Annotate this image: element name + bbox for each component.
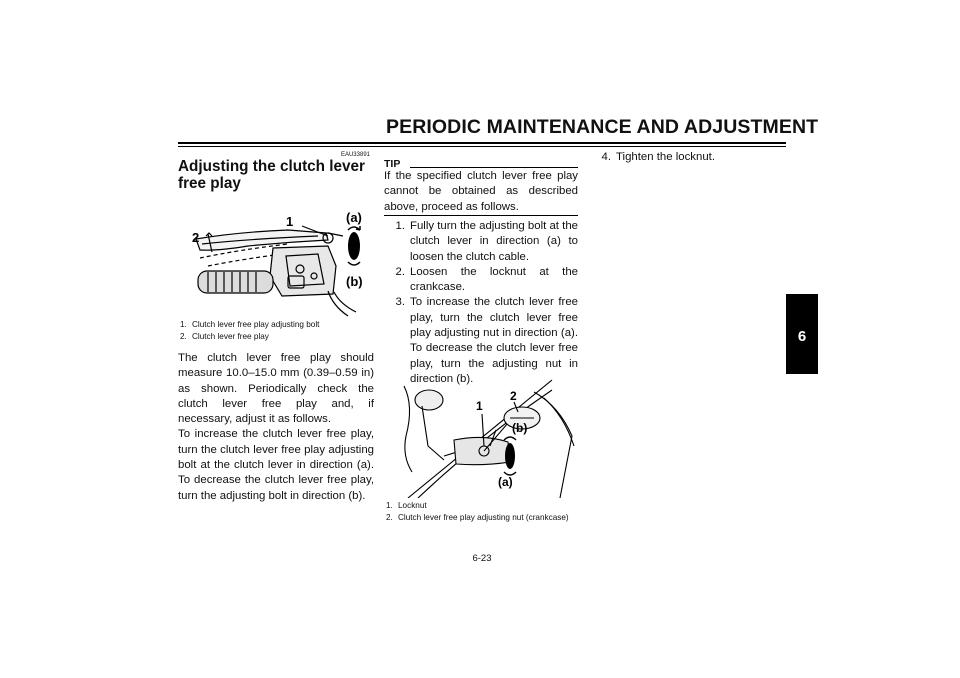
tip-rule bbox=[410, 167, 578, 168]
figure-caption-middle bbox=[386, 500, 578, 523]
page-number: 6-23 bbox=[472, 553, 492, 564]
procedure-steps-continued bbox=[590, 150, 786, 165]
figure-caption-left bbox=[180, 319, 374, 342]
clutch-lever-figure bbox=[178, 206, 374, 318]
header-rule bbox=[178, 142, 786, 144]
figure-label-2: 2 bbox=[510, 389, 517, 403]
step-item: 3. To increase the clutch lever free play, turn the clutch lever free play adjusting nut in direction (a). To decrease the clutch lever free play, turn the adjusting nut in direction (b). bbox=[395, 296, 578, 385]
figure-label-1: 1 bbox=[476, 399, 483, 413]
header-rule-thin bbox=[178, 146, 786, 147]
step-item: 1. Fully turn the adjusting bolt at the clutch lever in direction (a) to loosen the clutch cable. bbox=[395, 220, 578, 263]
crankcase-figure bbox=[384, 376, 580, 498]
figure-label-b: (b) bbox=[346, 274, 363, 289]
page-header-title: PERIODIC MAINTENANCE AND ADJUSTMENT bbox=[386, 116, 819, 138]
step-item: 4. Tighten the locknut. bbox=[601, 151, 715, 163]
caption-item: 1. Locknut bbox=[386, 501, 427, 510]
section-code: EAU33891 bbox=[340, 152, 370, 158]
paragraph: To increase the clutch lever free play, turn the clutch lever free play adjusting bolt at the clutch lever in direction (a). To decrease the clutch lever free play, turn the adjusting bolt in direction (b). bbox=[178, 428, 374, 502]
figure-label-1: 1 bbox=[286, 214, 294, 229]
left-body-text bbox=[178, 351, 374, 504]
figure-label-a: (a) bbox=[498, 475, 513, 489]
section-title: Adjusting the clutch lever free play bbox=[178, 158, 365, 192]
step-item: 2. Loosen the locknut at the crankcase. bbox=[395, 265, 578, 294]
caption-item: 2. Clutch lever free play bbox=[180, 331, 269, 341]
figure-label-2: 2 bbox=[192, 230, 200, 245]
paragraph: The clutch lever free play should measure 10.0–15.0 mm (0.39–0.59 in) as shown. Periodically check the clutch lever free play and, if necessary, adjust it as follows. bbox=[178, 352, 374, 426]
caption-item: 1. Clutch lever free play adjusting bolt bbox=[180, 320, 320, 329]
chapter-tab-number: 6 bbox=[797, 328, 807, 345]
figure-label-a: (a) bbox=[346, 210, 362, 225]
figure-label-b: (b) bbox=[512, 421, 528, 435]
procedure-steps bbox=[384, 219, 578, 387]
tip-label: TIP bbox=[384, 158, 401, 170]
tip-end-rule bbox=[384, 215, 578, 216]
tip-text: If the specified clutch lever free play cannot be obtained as described above, proceed as follows. bbox=[384, 170, 578, 213]
caption-item: 2. Clutch lever free play adjusting nut (crankcase) bbox=[386, 512, 569, 522]
